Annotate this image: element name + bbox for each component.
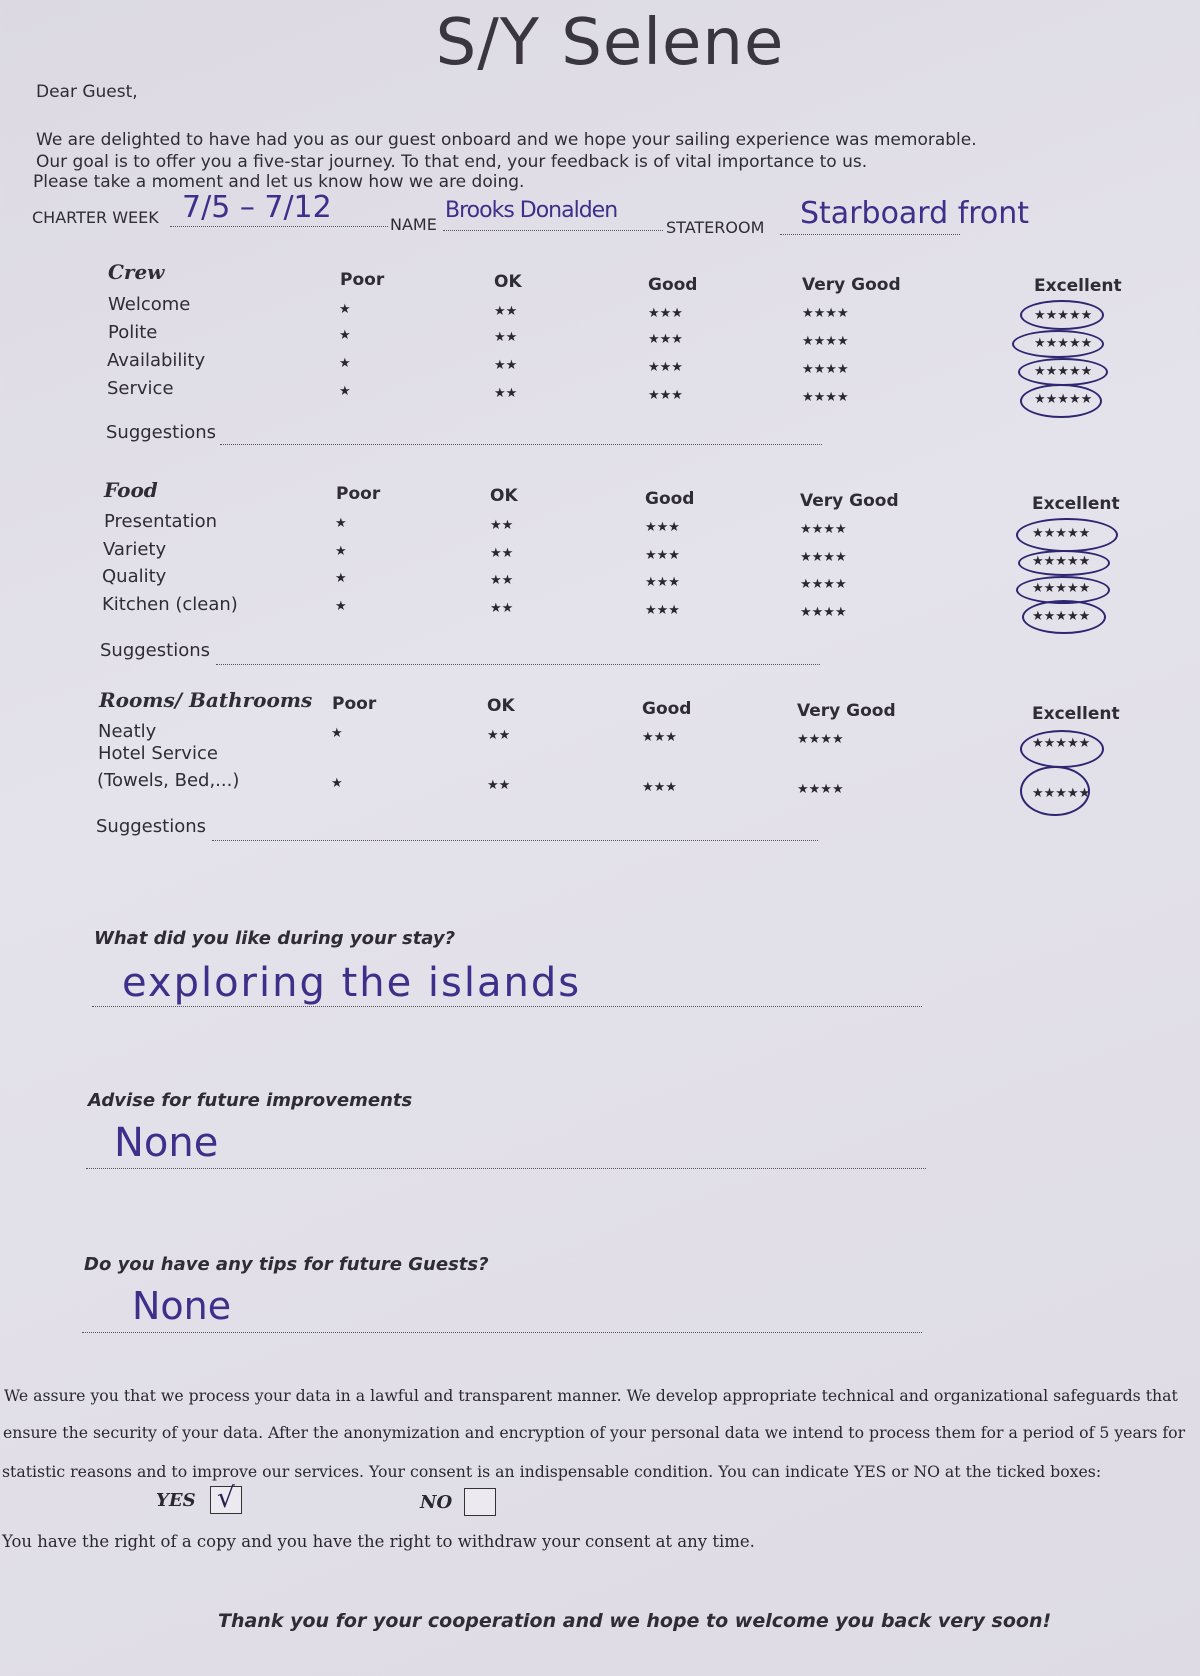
- question-tips-answer-field[interactable]: [82, 1280, 922, 1333]
- suggestions-label: Suggestions: [106, 422, 216, 443]
- selection-circle: [1020, 766, 1090, 816]
- rating-poor[interactable]: ★: [335, 599, 347, 614]
- selection-circle: [1020, 730, 1104, 768]
- rating-excellent[interactable]: ★★★★★: [1032, 526, 1091, 541]
- suggestions-field[interactable]: [212, 826, 818, 841]
- rating-poor[interactable]: ★: [339, 328, 351, 343]
- rating-good[interactable]: ★★★: [642, 780, 677, 795]
- stateroom-field[interactable]: [780, 196, 1030, 235]
- rating-very-good[interactable]: ★★★★: [800, 605, 847, 620]
- rating-good[interactable]: ★★★: [642, 730, 677, 745]
- question-tips-answer: None: [132, 1284, 232, 1328]
- rating-very-good[interactable]: ★★★★: [802, 362, 849, 377]
- col-excellent: Excellent: [1032, 494, 1120, 514]
- rating-very-good[interactable]: ★★★★: [802, 334, 849, 349]
- rating-ok[interactable]: ★★: [490, 573, 514, 588]
- intro-line-1: We are delighted to have had you as our guest onboard and we hope your sailing experience was memorable.: [36, 130, 977, 150]
- rating-poor[interactable]: ★: [335, 544, 347, 559]
- rating-poor[interactable]: ★: [339, 384, 351, 399]
- selection-circle: [1022, 600, 1106, 634]
- rating-good[interactable]: ★★★: [648, 360, 683, 375]
- rating-excellent[interactable]: ★★★★★: [1032, 609, 1091, 624]
- rating-good[interactable]: ★★★: [645, 603, 680, 618]
- rating-good[interactable]: ★★★: [648, 388, 683, 403]
- question-liked-answer-field[interactable]: [92, 954, 922, 1007]
- no-checkbox[interactable]: [464, 1488, 496, 1516]
- col-poor: Poor: [336, 484, 381, 504]
- rating-very-good[interactable]: ★★★★: [797, 732, 844, 747]
- rating-poor[interactable]: ★: [335, 516, 347, 531]
- question-improvements-label: Advise for future improvements: [88, 1090, 413, 1111]
- row-label: Hotel Service: [98, 743, 218, 764]
- suggestions-label: Suggestions: [100, 640, 210, 661]
- section-rooms-title: Rooms/ Bathrooms: [99, 688, 313, 712]
- name-value: Brooks Donalden: [445, 198, 618, 223]
- question-liked-answer: exploring the islands: [122, 960, 582, 1006]
- rating-excellent[interactable]: ★★★★★: [1032, 554, 1091, 569]
- col-good: Good: [648, 275, 698, 295]
- rating-poor[interactable]: ★: [331, 726, 343, 741]
- stateroom-label: STATEROOM: [666, 218, 765, 237]
- yes-label: YES: [156, 1490, 196, 1511]
- rating-excellent[interactable]: ★★★★★: [1034, 308, 1093, 323]
- no-label: NO: [420, 1492, 453, 1513]
- rating-excellent[interactable]: ★★★★★: [1034, 364, 1093, 379]
- intro-line-2: Our goal is to offer you a five-star journey. To that end, your feedback is of vital importance to us.: [36, 152, 868, 172]
- rating-ok[interactable]: ★★: [490, 546, 514, 561]
- section-crew-title: Crew: [108, 260, 165, 284]
- rating-very-good[interactable]: ★★★★: [800, 522, 847, 537]
- rating-poor[interactable]: ★: [339, 302, 351, 317]
- privacy-line-2: ensure the security of your data. After the anonymization and encryption of your personal data we intend to process them for a period of 5 years for: [3, 1423, 1186, 1442]
- yes-checkbox[interactable]: [210, 1481, 242, 1514]
- form-title: S/Y Selene: [435, 6, 785, 80]
- charter-week-value: 7/5 – 7/12: [182, 190, 332, 225]
- name-field[interactable]: [443, 198, 663, 231]
- suggestions-field[interactable]: [216, 650, 820, 665]
- question-tips-label: Do you have any tips for future Guests?: [84, 1254, 489, 1275]
- charter-week-field[interactable]: [170, 190, 388, 227]
- privacy-line-1: We assure you that we process your data in a lawful and transparent manner. We develop appropriate technical and organizational safeguards that: [4, 1386, 1178, 1405]
- question-liked-label: What did you like during your stay?: [94, 928, 456, 949]
- rating-very-good[interactable]: ★★★★: [802, 306, 849, 321]
- rating-excellent[interactable]: ★★★★★: [1034, 392, 1093, 407]
- col-ok: OK: [494, 272, 522, 292]
- row-label: Neatly: [98, 721, 157, 742]
- selection-circle: [1018, 550, 1110, 576]
- question-improvements-answer-field[interactable]: [86, 1116, 926, 1169]
- privacy-line-3: statistic reasons and to improve our services. Your consent is an indispensable condition. You can indicate YES or NO at the ticked boxes:: [2, 1462, 1102, 1481]
- row-label: Presentation: [104, 511, 218, 532]
- stateroom-value: Starboard front: [800, 196, 1030, 231]
- col-ok: OK: [490, 486, 518, 506]
- rating-ok[interactable]: ★★: [494, 304, 518, 319]
- rating-very-good[interactable]: ★★★★: [797, 782, 844, 797]
- row-label: (Towels, Bed,...): [97, 770, 240, 791]
- rating-ok[interactable]: ★★: [490, 518, 514, 533]
- col-good: Good: [645, 489, 695, 509]
- selection-circle: [1012, 330, 1104, 358]
- selection-circle: [1018, 358, 1108, 386]
- col-very-good: Very Good: [802, 275, 901, 295]
- rating-good[interactable]: ★★★: [645, 575, 680, 590]
- rating-excellent[interactable]: ★★★★★: [1032, 736, 1091, 751]
- checkmark-icon: √: [217, 1481, 235, 1514]
- rating-poor[interactable]: ★: [335, 571, 347, 586]
- rating-excellent[interactable]: ★★★★★: [1032, 581, 1091, 596]
- closing-message: Thank you for your cooperation and we hope to welcome you back very soon!: [218, 1610, 1052, 1632]
- selection-circle: [1020, 384, 1102, 418]
- question-improvements-answer: None: [114, 1120, 219, 1166]
- row-label: Service: [107, 378, 174, 399]
- rating-ok[interactable]: ★★: [494, 330, 518, 345]
- suggestions-field[interactable]: [220, 430, 822, 445]
- col-excellent: Excellent: [1032, 704, 1120, 724]
- rating-good[interactable]: ★★★: [645, 520, 680, 535]
- rating-very-good[interactable]: ★★★★: [800, 550, 847, 565]
- row-label: Welcome: [108, 294, 191, 315]
- col-very-good: Very Good: [797, 701, 896, 721]
- rating-ok[interactable]: ★★: [494, 386, 518, 401]
- col-ok: OK: [487, 696, 515, 716]
- rating-very-good[interactable]: ★★★★: [800, 577, 847, 592]
- rating-good[interactable]: ★★★: [648, 332, 683, 347]
- selection-circle: [1020, 300, 1104, 330]
- rating-ok[interactable]: ★★: [487, 728, 511, 743]
- row-label: Availability: [107, 350, 206, 371]
- row-label: Kitchen (clean): [102, 594, 238, 615]
- charter-week-label: CHARTER WEEK: [32, 208, 159, 227]
- rating-poor[interactable]: ★: [339, 356, 351, 371]
- privacy-rights: You have the right of a copy and you have the right to withdraw your consent at any time.: [2, 1532, 755, 1551]
- greeting: Dear Guest,: [36, 82, 138, 102]
- col-poor: Poor: [332, 694, 377, 714]
- col-poor: Poor: [340, 270, 385, 290]
- col-good: Good: [642, 699, 692, 719]
- rating-excellent[interactable]: ★★★★★: [1032, 786, 1091, 801]
- suggestions-label: Suggestions: [96, 816, 206, 837]
- col-excellent: Excellent: [1034, 276, 1122, 296]
- row-label: Quality: [102, 566, 167, 587]
- selection-circle: [1016, 518, 1118, 552]
- rating-ok[interactable]: ★★: [494, 358, 518, 373]
- row-label: Polite: [108, 322, 158, 343]
- rating-good[interactable]: ★★★: [645, 548, 680, 563]
- rating-ok[interactable]: ★★: [490, 601, 514, 616]
- row-label: Variety: [103, 539, 167, 560]
- col-very-good: Very Good: [800, 491, 899, 511]
- rating-good[interactable]: ★★★: [648, 306, 683, 321]
- rating-very-good[interactable]: ★★★★: [802, 390, 849, 405]
- intro-line-3: Please take a moment and let us know how we are doing.: [33, 172, 525, 192]
- section-food-title: Food: [104, 478, 158, 502]
- rating-poor[interactable]: ★: [331, 776, 343, 791]
- rating-excellent[interactable]: ★★★★★: [1034, 336, 1093, 351]
- rating-ok[interactable]: ★★: [487, 778, 511, 793]
- name-label: NAME: [390, 215, 437, 234]
